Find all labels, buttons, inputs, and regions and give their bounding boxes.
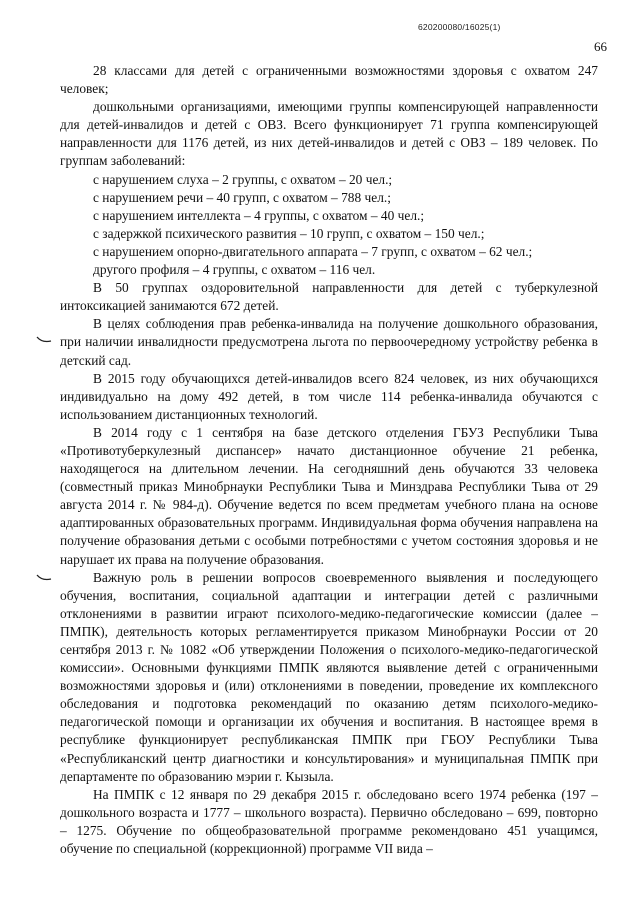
list-item: другого профиля – 4 группы, с охватом – 116 чел. [93,262,376,278]
list-item: с нарушением речи – 40 групп, с охватом – 788 чел.; [93,189,391,205]
paragraph: 28 классами для детей с ограниченными возможностями здоровья с охватом 247 человек; [60,63,598,97]
paragraph: В 50 группах оздоровительной направленности для детей с туберкулезной интоксикацией занимаются 672 детей. [60,280,598,314]
page-number: 66 [594,39,607,54]
paragraph: Важную роль в решении вопросов своевременного выявления и последующего обучения, воспитания, социальной адаптации и интеграции детей с различными отклонениями в развитии играют психолого-медико-педагогические комиссии (далее – ПМПК), деятельность которых регламентируется приказом Минобрнауки России от 20 сентября 2013 г. № 1082 «Об утверждении Положения о психолого-медико-педагогической комиссии». Основными функциями ПМПК являются выявление детей с ограниченными возможностями здоровья и (или) отклонениями в поведении, проведение их комплексного обследования и подготовка рекомендаций по оказанию детям психолого-медико-педагогической помощи и организации их обучения и воспитания. В настоящее время в республике функционирует республиканская ПМПК при ГБОУ Республики Тыва «Республиканский центр диагностики и консультирования» и муниципальная ПМПК при департаменте по образованию мэрии г. Кызыла. [60,569,598,784]
document-body [60,62,598,858]
paragraph: В целях соблюдения прав ребенка-инвалида на получение дошкольного образования, при наличии инвалидности предусмотрена льгота по первоочередному устройству ребенка в детский сад. [60,316,598,368]
document-id: 620200080/16025(1) [418,22,501,32]
paragraph: В 2014 году с 1 сентября на базе детского отделения ГБУЗ Республики Тыва «Противотуберкулезный диспансер» начато дистанционное обучение 21 ребенка, находящегося на длительном лечении. На сегодняшний день обучаются 33 человека (совместный приказ Минобрнауки Республики Тыва и Минздрава Республики Тыва от 29 августа 2014 г. № 984-д). Обучение ведется по всем предметам учебного плана на основе адаптированных образовательных программ. Индивидуальная форма обучения направлена на получение образования детьми с особыми потребностями с учетом состояния здоровья и не нарушает их права на получение образования. [60,424,598,567]
paragraph: В 2015 году обучающихся детей-инвалидов всего 824 человек, из них обучающихся индивидуально на дому 492 детей, в том числе 114 ребенка-инвалида обучаются с использованием дистанционных технологий. [60,370,598,422]
paragraph: дошкольными организациями, имеющими группы компенсирующей направленности для детей-инвалидов и детей с ОВЗ. Всего функционирует 71 группа компенсирующей направленности для 1176 детей, из них детей-инвалидов и детей с ОВЗ – 189 человек. По группам заболеваний: [60,99,598,169]
margin-tick-mark-icon [36,336,52,344]
list-item: с нарушением интеллекта – 4 группы, с охватом – 40 чел.; [93,207,425,223]
margin-tick-mark-icon [36,574,52,582]
list-item: с нарушением опорно-двигательного аппарата – 7 групп, с охватом – 62 чел.; [93,243,533,259]
list-item: с задержкой психического развития – 10 групп, с охватом – 150 чел.; [93,225,485,241]
list-item: с нарушением слуха – 2 группы, с охватом – 20 чел.; [93,171,393,187]
paragraph: На ПМПК с 12 января по 29 декабря 2015 г. обследовано всего 1974 ребенка (197 – дошкольного возраста и 1777 – школьного возраста). Первично обследовано – 699, повторно – 1275. Обучение по общеобразовательной программе рекомендовано 451 учащимся, обучение по специальной (коррекционной) программе VII вида – [60,786,598,857]
